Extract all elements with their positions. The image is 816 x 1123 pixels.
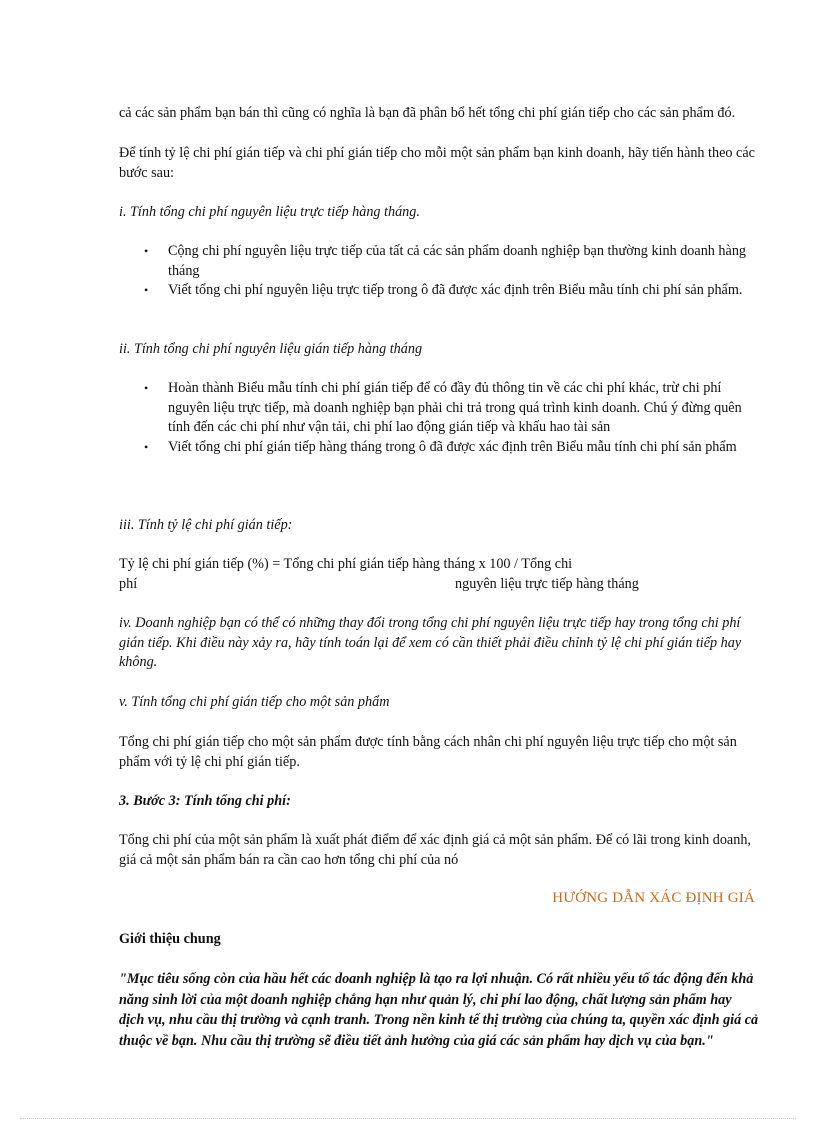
chapter-heading: HƯỚNG DẪN XÁC ĐỊNH GIÁ bbox=[552, 890, 755, 906]
paragraph-steps-intro: Để tính tỷ lệ chi phí gián tiếp và chi phí gián tiếp cho mỗi một sản phẩm bạn kinh doanh, hãy tiến hành theo các bước sau: bbox=[119, 145, 755, 181]
step-4-text: iv. Doanh nghiệp bạn có thể có những thay đổi trong tổng chi phí nguyên liệu trực tiếp hay trong tổng chi phí gián tiếp. Khi điều này xảy ra, hãy tính toán lại để xem có cần thiết phải điều chỉnh tỷ lệ chi phí gián tiếp hay không. bbox=[119, 615, 742, 670]
intro-title: Giới thiệu chung bbox=[119, 931, 221, 947]
section-3-title: 3. Bước 3: Tính tổng chi phí: bbox=[119, 793, 291, 809]
list-item: • Viết tổng chi phí nguyên liệu trực tiếp trong ô đã được xác định trên Biểu mẫu tính chi phí sản phẩm. bbox=[144, 281, 756, 301]
formula-bottom-right: nguyên liệu trực tiếp hàng tháng bbox=[455, 576, 639, 592]
page-divider bbox=[20, 1118, 796, 1119]
section-3-text: Tổng chi phí của một sản phẩm là xuất phát điểm để xác định giá cả một sản phẩm. Để có lãi trong kinh doanh, giá cả một sản phẩm bán ra cần cao hơn tổng chi phí của nó bbox=[119, 832, 751, 868]
step-5-title: v. Tính tổng chi phí gián tiếp cho một sản phẩm bbox=[119, 694, 390, 710]
intro-quote: "Mục tiêu sống còn của hầu hết các doanh nghiệp là tạo ra lợi nhuận. Có rất nhiều yếu tố tác động đến khả năng sinh lời của một doanh nghiệp chẳng hạn như quản lý, chi phí lao động, chất lượng sản phẩm hay dịch vụ, nhu cầu thị trường và cạnh tranh. Trong nền kinh tế thị trường của chúng ta, quyền xác định giá cả thuộc về bạn. Nhu cầu thị trường sẽ điều tiết ảnh hưởng của giá các sản phẩm hay dịch vụ của bạn." bbox=[119, 971, 759, 1049]
step-2-title: ii. Tính tổng chi phí nguyên liệu gián tiếp hàng tháng bbox=[119, 341, 423, 357]
list-item: • Cộng chi phí nguyên liệu trực tiếp của tất cả các sản phẩm doanh nghiệp bạn thường kinh doanh hàng tháng bbox=[144, 243, 747, 279]
step-2-bullet-list bbox=[144, 379, 756, 457]
step-1-bullet-list bbox=[144, 242, 756, 301]
step-3-title: iii. Tính tỷ lệ chi phí gián tiếp: bbox=[119, 517, 293, 533]
step-1-title: i. Tính tổng chi phí nguyên liệu trực tiếp hàng tháng. bbox=[119, 204, 420, 220]
formula-top-line: Tỷ lệ chi phí gián tiếp (%) = Tổng chi phí gián tiếp hàng tháng x 100 / Tổng chi bbox=[119, 556, 573, 572]
list-item: • Hoàn thành Biểu mẫu tính chi phí gián tiếp để có đầy đủ thông tin về các chi phí khác, trừ chi phí nguyên liệu trực tiếp, mà doanh nghiệp bạn phải chi trả trong quá trình kinh doanh. Chú ý đừng quên tính đến các chi phí như vận tải, chi phí lao động gián tiếp và khấu hao tài sản bbox=[144, 380, 742, 435]
list-item: • Viết tổng chi phí gián tiếp hàng tháng trong ô đã được xác định trên Biểu mẫu tính chi phí sản phẩm bbox=[144, 438, 756, 458]
bullet-icon: • bbox=[144, 283, 149, 297]
bullet-icon: • bbox=[144, 439, 149, 454]
paragraph-allocation: cả các sản phẩm bạn bán thì cũng có nghĩa là bạn đã phân bổ hết tổng chi phí gián tiếp cho các sản phẩm đó. bbox=[119, 105, 736, 121]
bullet-icon: • bbox=[144, 244, 149, 258]
step-5-text: Tổng chi phí gián tiếp cho một sản phẩm được tính bằng cách nhân chi phí nguyên liệu trực tiếp cho một sản phẩm với tỷ lệ chi phí gián tiếp. bbox=[119, 734, 737, 770]
overhead-rate-formula bbox=[119, 555, 759, 595]
bullet-icon: • bbox=[144, 381, 149, 395]
formula-bottom-left: phí bbox=[119, 576, 138, 592]
